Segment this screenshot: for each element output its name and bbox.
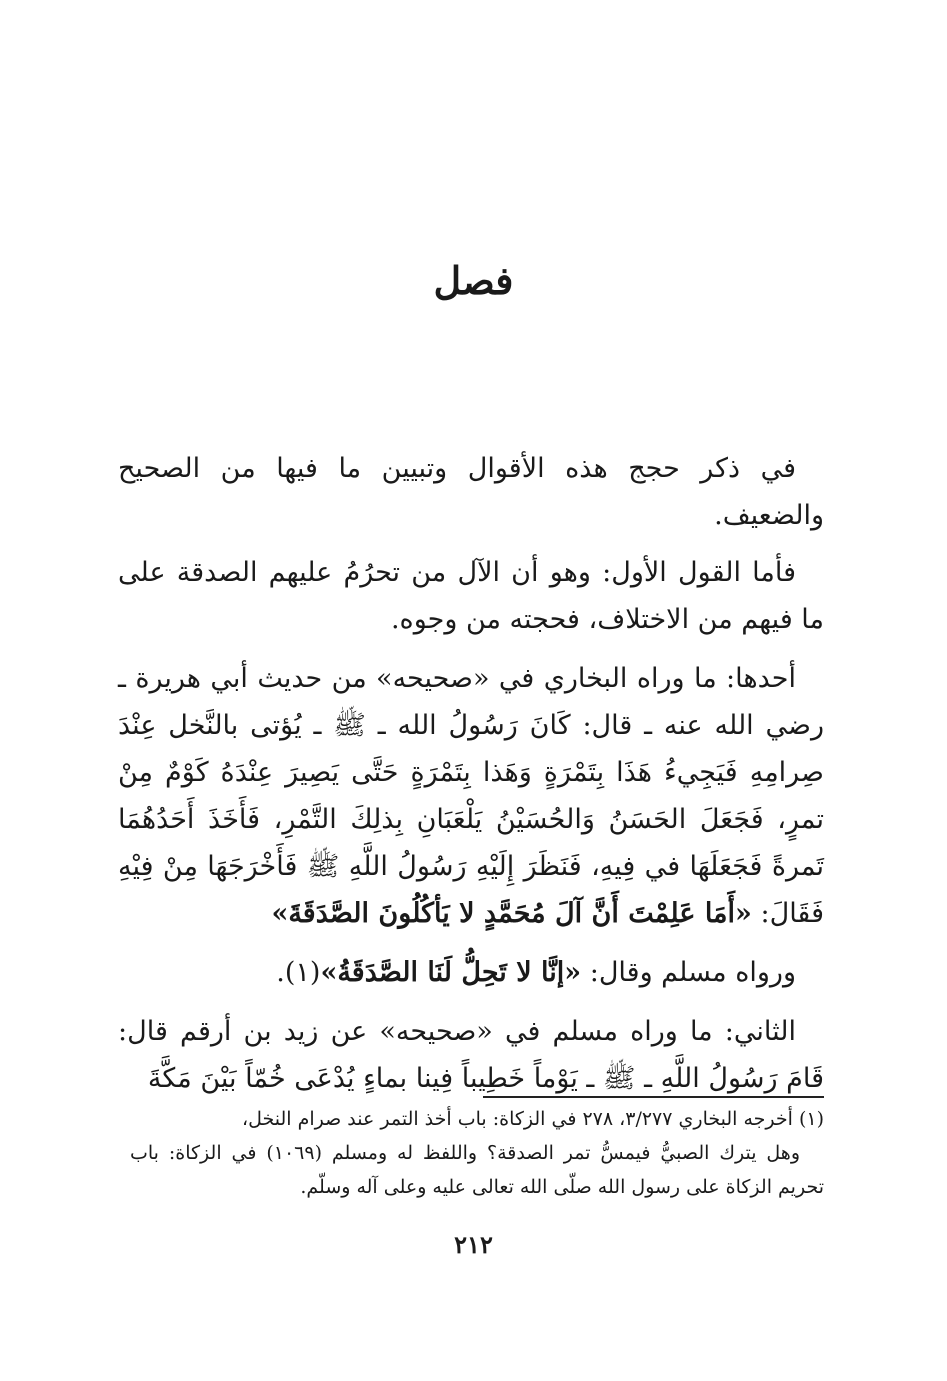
paragraph-intro: في ذكر حجج هذه الأقوال وتبيين ما فيها من الصحيح والضعيف. xyxy=(118,453,824,531)
hadith-saying: «أَمَا عَلِمْتَ أَنَّ آلَ مُحَمَّدٍ لا يَأكُلُونَ الصَّدَقَةَ» xyxy=(271,898,752,929)
footnote-1-line-1: (١) أخرجه البخاري ٣/٢٧٧، ٢٧٨ في الزكاة: باب أخذ التمر عند صرام النخل، xyxy=(241,1108,824,1130)
hadith-text: كَانَ رَسُولُ الله ـ ﷺ ـ يُؤتى بالنَّخل عِنْدَ صِرامِهِ فَيَجِيءُ هَذَا بِتَمْرَةٍ وَهَذا بِتَمْرَةٍ حَتَّى يَصِيرَ عِنْدَهُ كَوْمٌ مِنْ تمرٍ، فَجَعَلَ الحَسَنُ وَالحُسَيْنُ يَلْعَبَانِ بِذلِكَ التَّمْرِ، فَأَخَذَ أَحَدُهُمَا تَمرةً فَجَعَلَهَا في فِيهِ، فَنَظَرَ إِلَيْهِ رَسُولُ اللَّهِ ﷺ فَأَخْرَجَهَا مِنْ فِيْهِ فَقَالَ: xyxy=(118,710,824,929)
footnote-1-continuation: وهل يترك الصبيُّ فيمسُّ تمر الصدقة؟ واللفظ له ومسلم (١٠٦٩) في الزكاة: باب تحريم الزكاة على رسول الله صلّى الله تعالى عليه وعلى آله وسلّم. xyxy=(130,1142,824,1198)
paragraph-first-proof xyxy=(118,655,824,937)
section-title: فصل xyxy=(433,258,514,303)
footnote-reference: (١). xyxy=(276,957,321,988)
proof-one-intro: أحدها: ما وراه البخاري في «صحيحه» من حديث أبي هريرة ـ رضي الله عنه ـ قال: xyxy=(118,663,825,741)
main-text xyxy=(118,445,824,1114)
footnotes xyxy=(130,1102,824,1204)
muslim-quote: «إنَّا لا تَحِلُّ لَنَا الصَّدَقَةُ» xyxy=(320,957,582,988)
proof-two-intro: الثاني: ما وراه مسلم في «صحيحه» عن زيد بن أرقم قال: xyxy=(118,1016,796,1047)
paragraph-second-proof xyxy=(118,1008,824,1102)
paragraph-muslim-narration xyxy=(118,949,824,996)
page-number: ٢١٢ xyxy=(454,1230,493,1259)
muslim-intro: ورواه مسلم وقال: xyxy=(589,957,796,988)
footnote-divider xyxy=(483,1096,824,1098)
paragraph-first-opinion: فأما القول الأول: وهو أن الآل من تحرُمُ عليهم الصدقة على ما فيهم من الاختلاف، فحجته من وجوه. xyxy=(118,557,824,635)
hadith-two-text: قَامَ رَسُولُ اللَّهِ ـ ﷺ ـ يَوْماً خَطِيباً فِينا بماءٍ يُدْعَى خُمّاً بَيْنَ مَكَّةَ xyxy=(147,1063,824,1094)
